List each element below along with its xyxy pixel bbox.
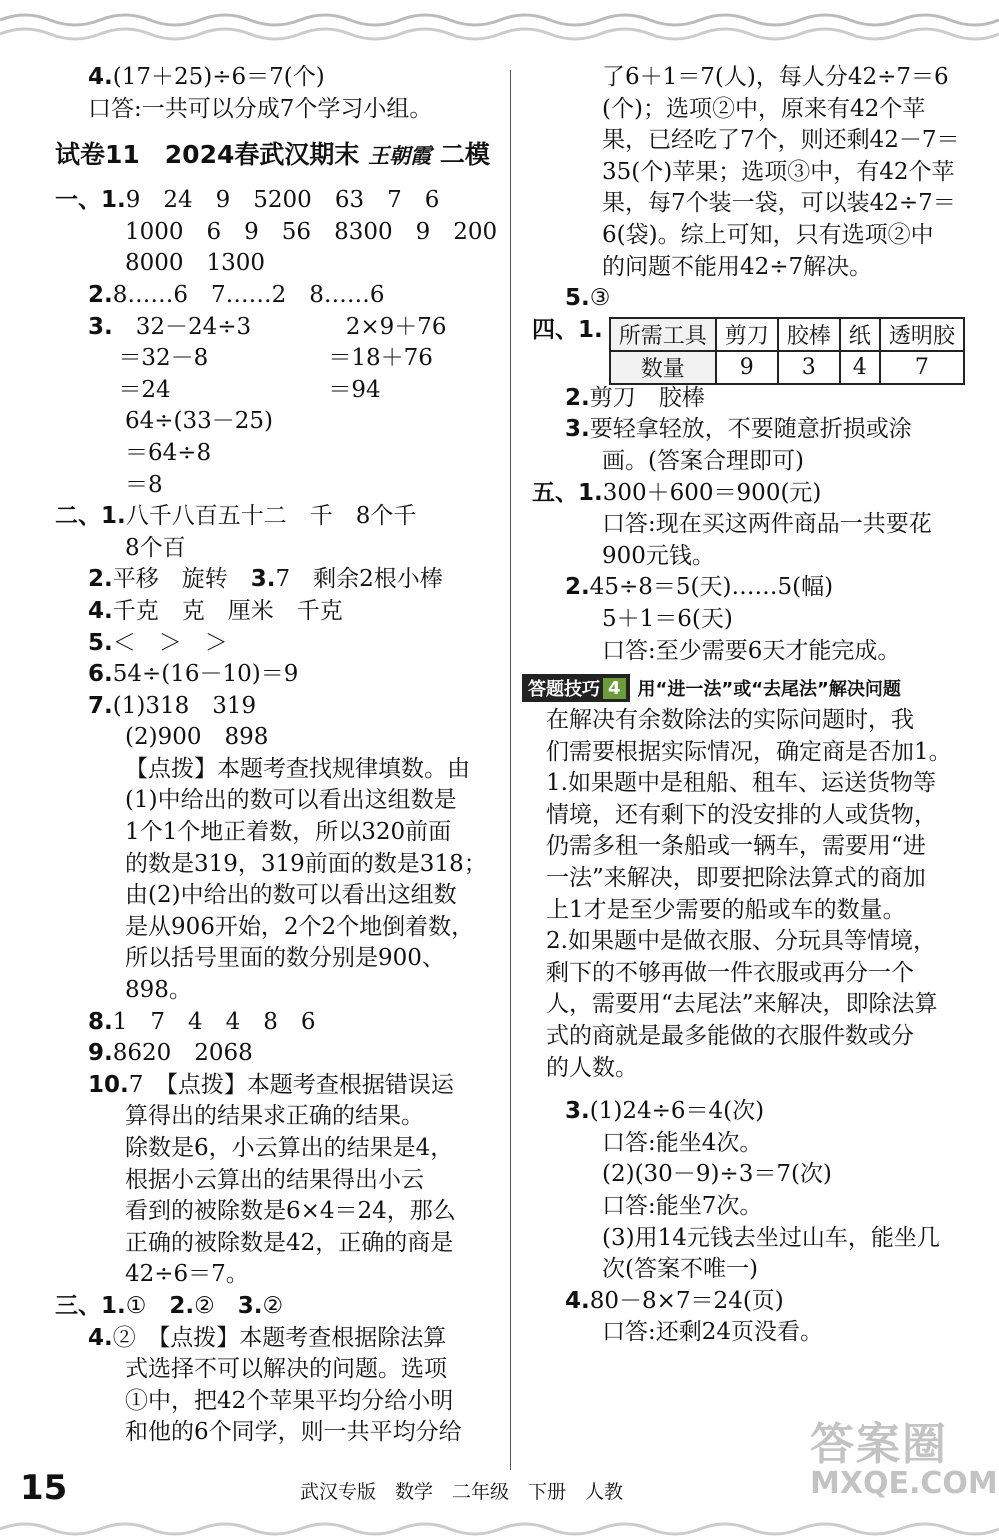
bottom-wave-decoration <box>0 1505 999 1536</box>
page-number: 15 <box>20 1468 68 1508</box>
s2-q6: 6.54÷(16－10)＝9 <box>88 661 299 688</box>
s2-q7-tip-7: 所以括号里面的数分别是900、 <box>125 945 445 972</box>
tip-badge: 答题技巧 4 <box>522 674 630 702</box>
table-row <box>610 351 964 384</box>
cont-line-1: 了6＋1＝7(人)，每人分42÷7＝6 <box>602 64 949 90</box>
cont-line-2: (个)；选项②中，原来有42个苹 <box>602 95 926 122</box>
tip-line: 1.如果题中是租船、租车、运送货物等 <box>546 770 936 797</box>
table-cell: 4 <box>840 351 880 384</box>
tip-line: 一法”来解决，即要把除法算式的商加 <box>546 865 926 892</box>
s4-q2: 2.剪刀 胶棒 <box>565 384 705 411</box>
s5-q1: 五、1.300＋600＝900(元) <box>532 479 822 506</box>
cont-line-5: 果，每7个装一袋，可以装42÷7＝ <box>602 190 956 217</box>
s2-q1-line-1: 二、1.八千八百五十二 千 8个千 <box>55 503 417 530</box>
cont-line-6: 6(袋)。综上可知，只有选项②中 <box>602 221 934 248</box>
table-cell: 剪刀 <box>716 318 778 351</box>
s1-q3-row-1: 3. 32－24÷3 2×9＋76 <box>88 313 447 340</box>
s3-q5: 5.③ <box>565 285 611 312</box>
s4-q3-line-2: 画。(答案合理即可) <box>602 447 804 474</box>
s1-q1-line-3: 8000 1300 <box>125 250 266 277</box>
top-wave-decoration <box>0 0 999 50</box>
tip-body <box>532 705 972 1084</box>
brand-logo: 王朝霞 <box>368 143 432 169</box>
table-cell: 纸 <box>840 318 880 351</box>
s2-q7-tip-5: 由(2)中给出的数可以看出这组数 <box>125 882 457 909</box>
s3-q4-line-4: 和他的6个同学，则一共平均分给 <box>125 1419 462 1446</box>
s2-q7-line-1: 7.(1)318 319 <box>88 692 257 719</box>
s5-q4-line-1: 4.80－8×7＝24(页) <box>565 1287 784 1314</box>
table-cell: 3 <box>778 351 840 384</box>
s2-q7-tip-8: 898。 <box>125 977 192 1004</box>
tip-title: 用“进一法”或“去尾法”解决问题 <box>637 679 901 701</box>
s1-q3-calc-c-1: 64÷(33－25) <box>125 408 274 435</box>
tip-line: 在解决有余数除法的实际问题时，我 <box>546 707 914 734</box>
tip-header <box>522 671 972 705</box>
s5-q3-line-6: 次(答案不唯一) <box>602 1256 758 1283</box>
s2-q10-line-6: 正确的被除数是42，正确的商是 <box>125 1229 454 1256</box>
s2-q7-tip-2: (1)中给出的数可以看出这组数是 <box>125 787 457 814</box>
s2-q10-line-5: 看到的被除数是6×4＝24，那么 <box>125 1198 456 1225</box>
s1-q1-line-2: 1000 6 9 56 8300 9 200 <box>125 218 498 245</box>
table-row <box>610 318 964 351</box>
s1-q3-calc-c-2: ＝64÷8 <box>125 439 212 466</box>
s2-q10-line-2: 算得出的结果求正确的结果。 <box>125 1103 424 1130</box>
table-cell: 9 <box>716 351 778 384</box>
cont-line-7: 的问题不能用42÷7解决。 <box>602 253 873 280</box>
s2-q5: 5.＜ ＞ ＞ <box>88 629 228 656</box>
paper-title: 试卷11 2024春武汉期末 王朝霞 二模 <box>55 140 490 170</box>
tip-line: 剩下的不够再做一件衣服或再分一个 <box>546 959 914 986</box>
s5-q3-line-5: (3)用14元钱去坐过山车，能坐几 <box>602 1224 940 1251</box>
s2-q10-line-7: 42÷6＝7。 <box>125 1261 249 1288</box>
footer-text: 武汉专版 数学 二年级 下册 人教 <box>300 1481 624 1503</box>
tools-table <box>609 317 965 385</box>
tip-line: 上1才是至少需要的船或车的数量。 <box>546 896 906 923</box>
s2-q1-line-2: 8个百 <box>125 534 186 561</box>
prev-q4: 4.(17＋25)÷6＝7(个) <box>88 64 325 90</box>
s4-q3-line-1: 3.要轻拿轻放，不要随意折损或涂 <box>565 416 912 443</box>
s2-q4: 4.千克 克 厘米 千克 <box>88 597 343 624</box>
s2-q8: 8.1 7 4 4 8 6 <box>88 1008 316 1035</box>
s5-q3-line-3: (2)(30－9)÷3＝7(次) <box>602 1161 832 1188</box>
s4-q1: 四、1. 所需工具 剪刀 胶棒 纸 透明胶 数量 9 3 4 7 <box>532 315 972 383</box>
s2-q7-tip-4: 的数是319，319前面的数是318； <box>125 850 487 877</box>
table-cell: 透明胶 <box>880 318 964 351</box>
left-column <box>55 62 498 1449</box>
table-cell: 数量 <box>610 351 716 384</box>
right-column <box>528 62 972 1349</box>
table-cell: 所需工具 <box>610 318 716 351</box>
s1-q3-row-3: ＝24 ＝94 <box>118 376 381 403</box>
tip-line: 的人数。 <box>546 1054 638 1081</box>
s2-q7-tip-3: 1个1个地正着数，所以320前面 <box>125 819 452 846</box>
tip-line: 式的商就是最多能做的衣服件数或分 <box>546 1023 914 1050</box>
s3-q4-line-1: 4.② 【点拨】本题考查根据除法算 <box>88 1324 447 1351</box>
s3-q4-line-3: ①中，把42个苹果平均分给小明 <box>125 1387 454 1414</box>
s5-q2-line-2: 5＋1＝6(天) <box>602 605 733 632</box>
s2-q10-line-4: 根据小云算出的结果得出小云 <box>125 1166 424 1193</box>
s5-q4-line-2: 口答:还剩24页没看。 <box>602 1319 824 1346</box>
s1-q2: 2.8……6 7……2 8……6 <box>88 281 385 308</box>
s2-q2-q3: 2.平移 旋转 3.7 剩余2根小棒 <box>88 566 443 593</box>
s2-q9: 9.8620 2068 <box>88 1040 253 1067</box>
table-cell: 7 <box>880 351 964 384</box>
s5-q3-line-2: 口答:能坐4次。 <box>602 1129 763 1156</box>
s5-q1-answer-2: 900元钱。 <box>602 542 715 569</box>
s5-q3-line-1: 3.(1)24÷6＝4(次) <box>565 1098 765 1125</box>
tip-line: 仍需多租一条船或一辆车，需要用“进 <box>546 833 926 860</box>
tip-line: 2.如果题中是做衣服、分玩具等情境， <box>546 928 936 955</box>
prev-q4-answer: 口答:一共可以分成7个学习小组。 <box>88 95 433 122</box>
s5-q1-answer-1: 口答:现在买这两件商品一共要花 <box>602 511 932 538</box>
tip-line: 们需要根据实际情况，确定商是否加1。 <box>546 738 952 765</box>
s2-q7-tip-6: 是从906开始，2个2个地倒着数， <box>125 913 475 940</box>
s1-q3-row-2: ＝32－8 ＝18＋76 <box>118 345 433 372</box>
tip-line: 人，需要用“去尾法”来解决，即除法算 <box>546 991 938 1018</box>
s5-q2-line-3: 口答:至少需要6天才能完成。 <box>602 637 901 664</box>
table-cell: 胶棒 <box>778 318 840 351</box>
cont-line-4: 35(个)苹果；选项③中，有42个苹 <box>602 158 955 185</box>
s2-q10-line-1: 10.7 【点拨】本题考查根据错误运 <box>88 1071 454 1098</box>
cont-line-3: 果，已经吃了7个，则还剩42－7＝ <box>602 127 960 154</box>
s1-q3-calc-c-3: ＝8 <box>125 471 163 498</box>
tip-line: 情境，还有剩下的没安排的人或货物， <box>546 801 937 828</box>
s2-q7-line-2: (2)900 898 <box>125 724 269 751</box>
s2-q7-tip-1: 【点拨】本题考查找规律填数。由 <box>125 755 470 782</box>
column-divider <box>510 70 511 1470</box>
s3-q4-line-2: 式选择不可以解决的问题。选项 <box>125 1356 447 1383</box>
watermark-logo: 答案圈 MXQE.COM <box>810 1419 998 1501</box>
s2-q10-line-3: 除数是6，小云算出的结果是4， <box>125 1135 454 1161</box>
s5-q2-line-1: 2.45÷8＝5(天)……5(幅) <box>565 574 834 601</box>
s1-q1-line-1: 一、1.9 24 9 5200 63 7 6 <box>55 187 440 214</box>
s3-q1-q3: 三、1.① 2.② 3.② <box>55 1292 284 1319</box>
s5-q3-line-4: 口答:能坐7次。 <box>602 1193 763 1219</box>
